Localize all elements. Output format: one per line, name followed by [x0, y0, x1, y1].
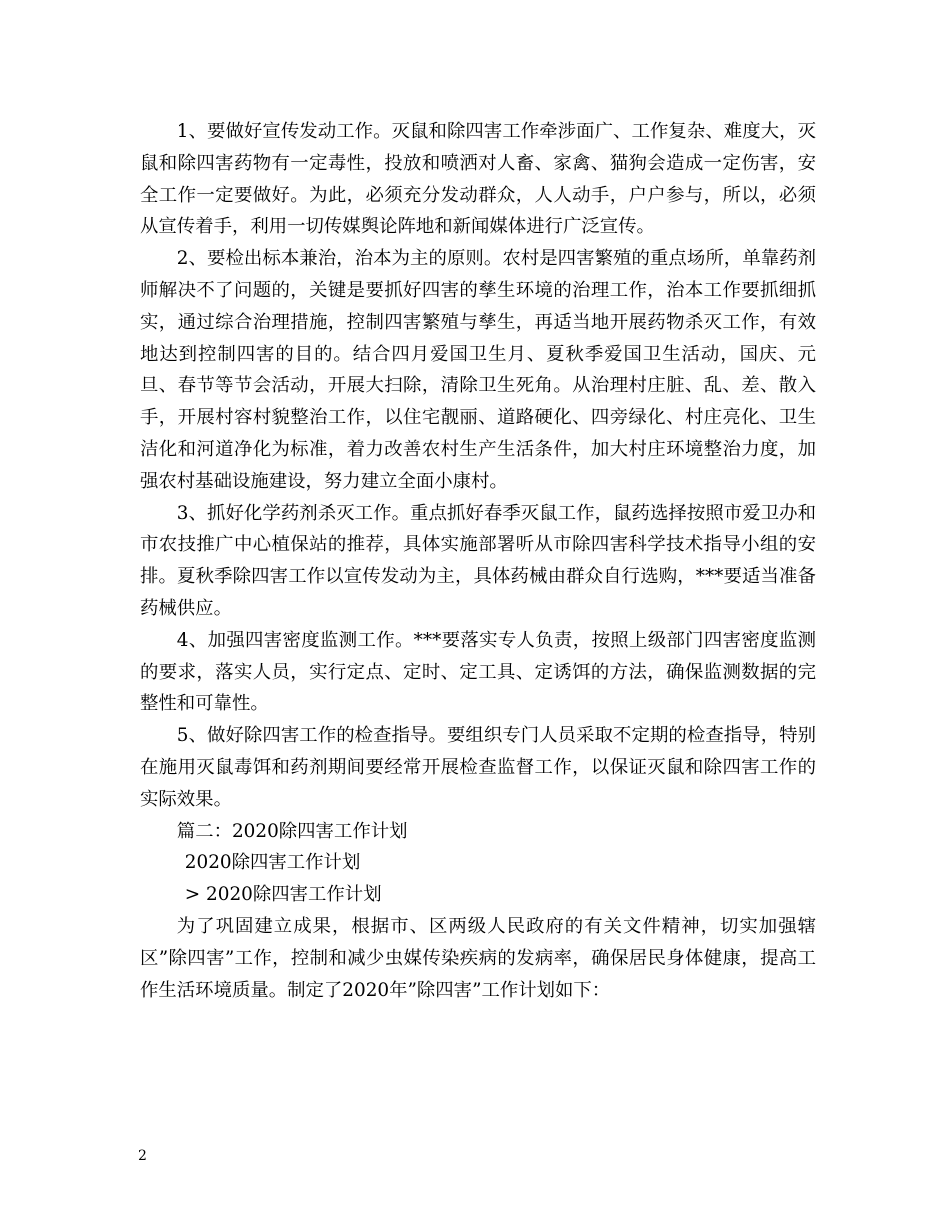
paragraph-item-3: 3、抓好化学药剂杀灭工作。重点抓好春季灭鼠工作，鼠药选择按照市爱卫办和市农技推广中心植保站的推荐，具体实施部署听从市除四害科学技术指导小组的安排。夏秋季除四害工作以宣传发动为主，具体药械由群众自行选购，***要适当准备药械供应。 [140, 502, 816, 619]
page-number: 2 [138, 1148, 147, 1164]
paragraph-item-4: 4、加强四害密度监测工作。***要落实专人负责，按照上级部门四害密度监测的要求，落实人员，实行定点、定时、定工具、定诱饵的方法，确保监测数据的完整性和可靠性。 [140, 629, 816, 715]
paragraph-item-2: 2、要检出标本兼治，治本为主的原则。农村是四害繁殖的重点场所，单靠药剂师解决不了问题的，关键是要抓好四害的孳生环境的治理工作，治本工作要抓细抓实，通过综合治理措施，控制四害繁殖与孳生，再适当地开展药物杀灭工作，有效地达到控制四害的目的。结合四月爱国卫生月、夏秋季爱国卫生活动，国庆、元旦、春节等节会活动，开展大扫除，清除卫生死角。从治理村庄脏、乱、差、散入手，开展村容村貌整治工作，以住宅靓丽、道路硬化、四旁绿化、村庄亮化、卫生洁化和河道净化为标准，着力改善农村生产生活条件，加大村庄环境整治力度，加强农村基础设施建设，努力建立全面小康村。 [140, 248, 816, 492]
plan-subtitle: > 2020除四害工作计划 [184, 884, 382, 906]
chapter-heading: 篇二：2020除四害工作计划 [176, 820, 408, 842]
paragraph-item-5: 5、做好除四害工作的检查指导。要组织专门人员采取不定期的检查指导，特别在施用灭鼠毒饵和药剂期间要经常开展检查监督工作，以保证灭鼠和除四害工作的实际效果。 [140, 725, 816, 810]
page-body [140, 116, 816, 1006]
intro-paragraph: 为了巩固建立成果，根据市、区两级人民政府的有关文件精神，切实加强辖区”除四害”工作，控制和减少虫媒传染疾病的发病率，确保居民身体健康，提高工作生活环境质量。制定了2020年”除四害”工作计划如下： [140, 915, 816, 1001]
paragraph-item-1: 1、要做好宣传发动工作。灭鼠和除四害工作牵涉面广、工作复杂、难度大，灭鼠和除四害药物有一定毒性，投放和喷洒对人畜、家禽、猫狗会造成一定伤害，安全工作一定要做好。为此，必须充分发动群众，人人动手，户户参与，所以，必须从宣传着手，利用一切传媒舆论阵地和新闻媒体进行广泛宣传。 [140, 121, 816, 238]
plan-title: 2020除四害工作计划 [184, 852, 361, 874]
